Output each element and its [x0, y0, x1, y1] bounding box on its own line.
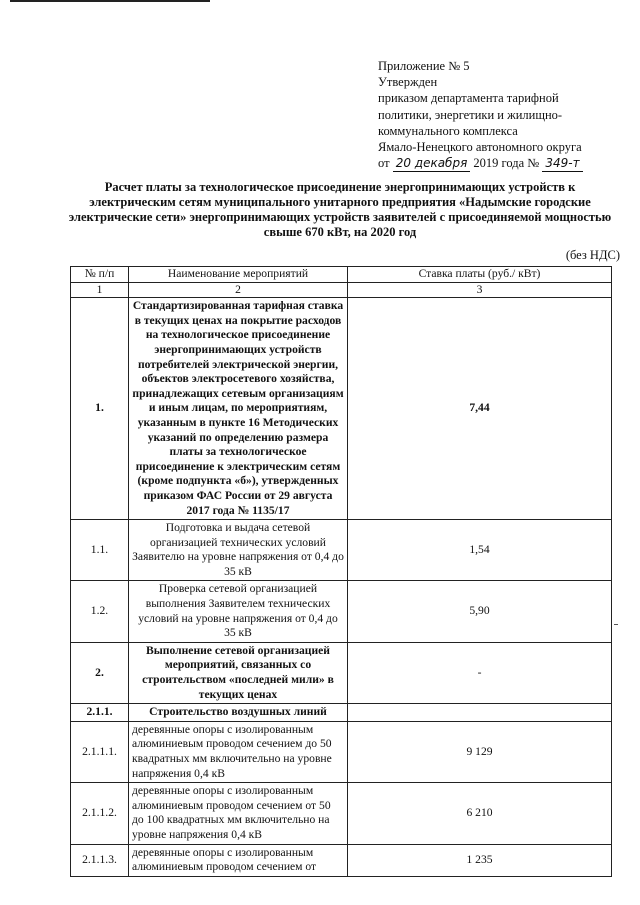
approved-label: Утвержден: [378, 75, 438, 90]
order-line-1: приказом департамента тарифной: [378, 91, 559, 106]
scan-mark: [614, 624, 618, 629]
row-number: 1.1.: [71, 520, 129, 581]
row-number: 2.: [71, 642, 129, 703]
handwritten-order-number: 349-т: [542, 155, 582, 172]
order-line-3: коммунального комплекса: [378, 123, 518, 138]
row-number: 1.: [71, 298, 129, 520]
vat-note: (без НДС): [565, 248, 620, 262]
row-rate: 9 129: [348, 721, 612, 782]
table-header-row: [71, 267, 612, 283]
row-rate: 7,44: [348, 298, 612, 520]
row-number: 2.1.1.3.: [71, 844, 129, 876]
column-number: 1: [71, 282, 129, 298]
order-line-2: политики, энергетики и жилищно-: [378, 107, 563, 122]
table-row: [71, 298, 612, 520]
row-rate: 5,90: [348, 581, 612, 642]
row-name: Стандартизированная тарифная ставка в текущих ценах на покрытие расходов на технологическое присоединение энергопринимающих устройств потребителей электрической энергии, объектов электросетевого хозяйства, принадлежащих сетевым организациям и иным лицам, по мероприятиям, указанным в пункте 16 Методических указаний по определению размера платы за технологическое присоединение к электрическим сетям (кроме подпункта «б»), утвержденных приказом ФАС России от 29 августа 2017 года № 1135/17: [129, 298, 348, 520]
column-number: 2: [129, 282, 348, 298]
row-rate: 1 235: [348, 844, 612, 876]
date-prefix: от: [378, 156, 390, 171]
row-number: 2.1.1.2.: [71, 783, 129, 844]
date-suffix: 2019 года №: [473, 156, 540, 171]
row-name: деревянные опоры с изолированным алюминиевым проводом сечением до 50 квадратных мм включительно на уровне напряжения 0,4 кВ: [129, 721, 348, 782]
table-row: [71, 581, 612, 642]
table-row: [71, 721, 612, 782]
document-title: Расчет платы за технологическое присоединение энергопринимающих устройств к электрическим сетям муниципального унитарного предприятия «Надымские городские электрические сети» энергопринимающих устройств заявителей с присоединяемой мощностью свыше 670 кВт, на 2020 год: [68, 180, 612, 239]
header-name: Наименование мероприятий: [129, 267, 348, 283]
column-number-row: [71, 282, 612, 298]
table-row: [71, 783, 612, 844]
row-rate: -: [348, 642, 612, 703]
row-name: Проверка сетевой организацией выполнения Заявителем технических условий на уровне напряжения от 0,4 до 35 кВ: [129, 581, 348, 642]
table-row: [71, 844, 612, 876]
appendix-number: Приложение № 5: [378, 59, 470, 73]
row-name: деревянные опоры с изолированным алюминиевым проводом сечением от: [129, 844, 348, 876]
row-number: 1.2.: [71, 581, 129, 642]
order-date-line: [378, 155, 628, 172]
row-name: Строительство воздушных линий: [129, 704, 348, 722]
table-row: [71, 642, 612, 703]
row-name: Выполнение сетевой организацией мероприятий, связанных со строительством «последней мили» в текущих ценах: [129, 642, 348, 703]
header-rate: Ставка платы (руб./ кВт): [348, 267, 612, 283]
column-number: 3: [348, 282, 612, 298]
table-row: [71, 704, 612, 722]
top-scan-line: [10, 0, 210, 2]
tariff-table: [70, 266, 612, 877]
order-line-4: Ямало-Ненецкого автономного округа: [378, 140, 582, 155]
row-rate: 1,54: [348, 520, 612, 581]
handwritten-date: 20 декабря: [393, 155, 471, 172]
row-number: 2.1.1.1.: [71, 721, 129, 782]
row-rate: 6 210: [348, 783, 612, 844]
row-name: деревянные опоры с изолированным алюминиевым проводом сечением от 50 до 100 квадратных мм включительно на уровне напряжения 0,4 кВ: [129, 783, 348, 844]
header-number: № п/п: [71, 267, 129, 283]
approval-block: [378, 58, 628, 172]
row-rate: [348, 704, 612, 722]
table-row: [71, 520, 612, 581]
row-number: 2.1.1.: [71, 704, 129, 722]
row-name: Подготовка и выдача сетевой организацией технических условий Заявителю на уровне напряжения от 0,4 до 35 кВ: [129, 520, 348, 581]
